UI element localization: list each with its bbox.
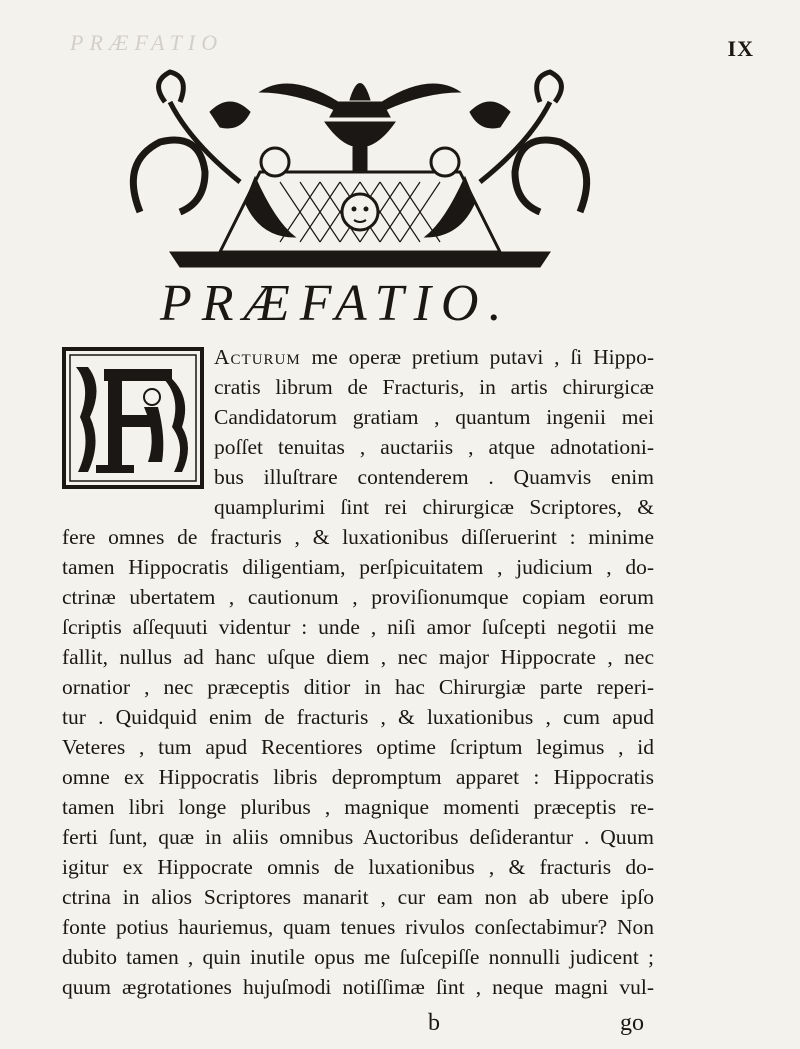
bleed-through-text: PRÆFATIO <box>70 30 224 55</box>
signature-mark: b <box>428 1010 440 1036</box>
text-line-18: igitur ex Hippocrate omnis de luxationibus , & fracturis do- <box>62 855 654 879</box>
text-line-20: fonte potius hauriemus, quam tenues rivulos conſectabimur? Non <box>62 915 654 939</box>
text-line-22: quum ægrotationes hujuſmodi notiſſimæ ſint , neque magni vul- <box>62 975 654 999</box>
text-line-8: tamen Hippocratis diligentiam, perſpicuitatem , judicium , do- <box>62 555 654 579</box>
ornamental-headpiece <box>110 62 610 272</box>
text-line-19: ctrina in alios Scriptores manarit , cur eam non ab ubere ipſo <box>62 885 654 909</box>
text-line-12: ornatior , nec præceptis ditior in hac Chirurgiæ parte reperi- <box>62 675 654 699</box>
text-line-6: quamplurimi ſint rei chirurgicæ Scriptores, & <box>214 495 654 519</box>
page-title: PRÆFATIO. <box>160 275 512 332</box>
text-line-7: fere omnes de fracturis , & luxationibus diſſeruerint : minime <box>62 525 654 549</box>
text-line-15: omne ex Hippocratis libris depromptum apparet : Hippocratis <box>62 765 654 789</box>
text-line-1-rest: me operæ pretium putavi , ſi Hippo- <box>300 345 654 369</box>
catchword: go <box>620 1010 644 1036</box>
text-line-4: poſſet tenuitas , auctariis , atque adnotationi- <box>214 435 654 459</box>
text-line-14: Veteres , tum apud Recentiores optime ſcriptum legimus , id <box>62 735 654 759</box>
text-line-21: dubito tamen , quin inutile opus me ſuſcepiſſe nonnulli judicent ; <box>62 945 654 969</box>
decorated-initial-f <box>62 347 204 489</box>
text-line-10: ſcriptis aſſequuti videntur : unde , niſi amor ſuſcepti negotii me <box>62 615 654 639</box>
text-line-1 <box>214 342 654 372</box>
text-line-13: tur . Quidquid enim de fracturis , & luxationibus , cum apud <box>62 705 654 729</box>
text-line-2: cratis librum de Fracturis, in artis chirurgicæ <box>214 375 654 399</box>
opening-word: Acturum <box>214 345 301 369</box>
page-number: IX <box>727 36 754 61</box>
text-line-17: ferti ſunt, quæ in aliis omnibus Auctoribus deſiderantur . Quum <box>62 825 654 849</box>
text-line-3: Candidatorum gratiam , quantum ingenii mei <box>214 405 654 429</box>
text-line-5: bus illuſtrare contenderem . Quamvis enim <box>214 465 654 489</box>
text-line-9: ctrinæ ubertatem , cautionum , proviſionumque copiam eorum <box>62 585 654 609</box>
text-line-16: tamen libri longe pluribus , magnique momenti præceptis re- <box>62 795 654 819</box>
text-line-11: fallit, nullus ad hanc uſque diem , nec major Hippocrate , nec <box>62 645 654 669</box>
